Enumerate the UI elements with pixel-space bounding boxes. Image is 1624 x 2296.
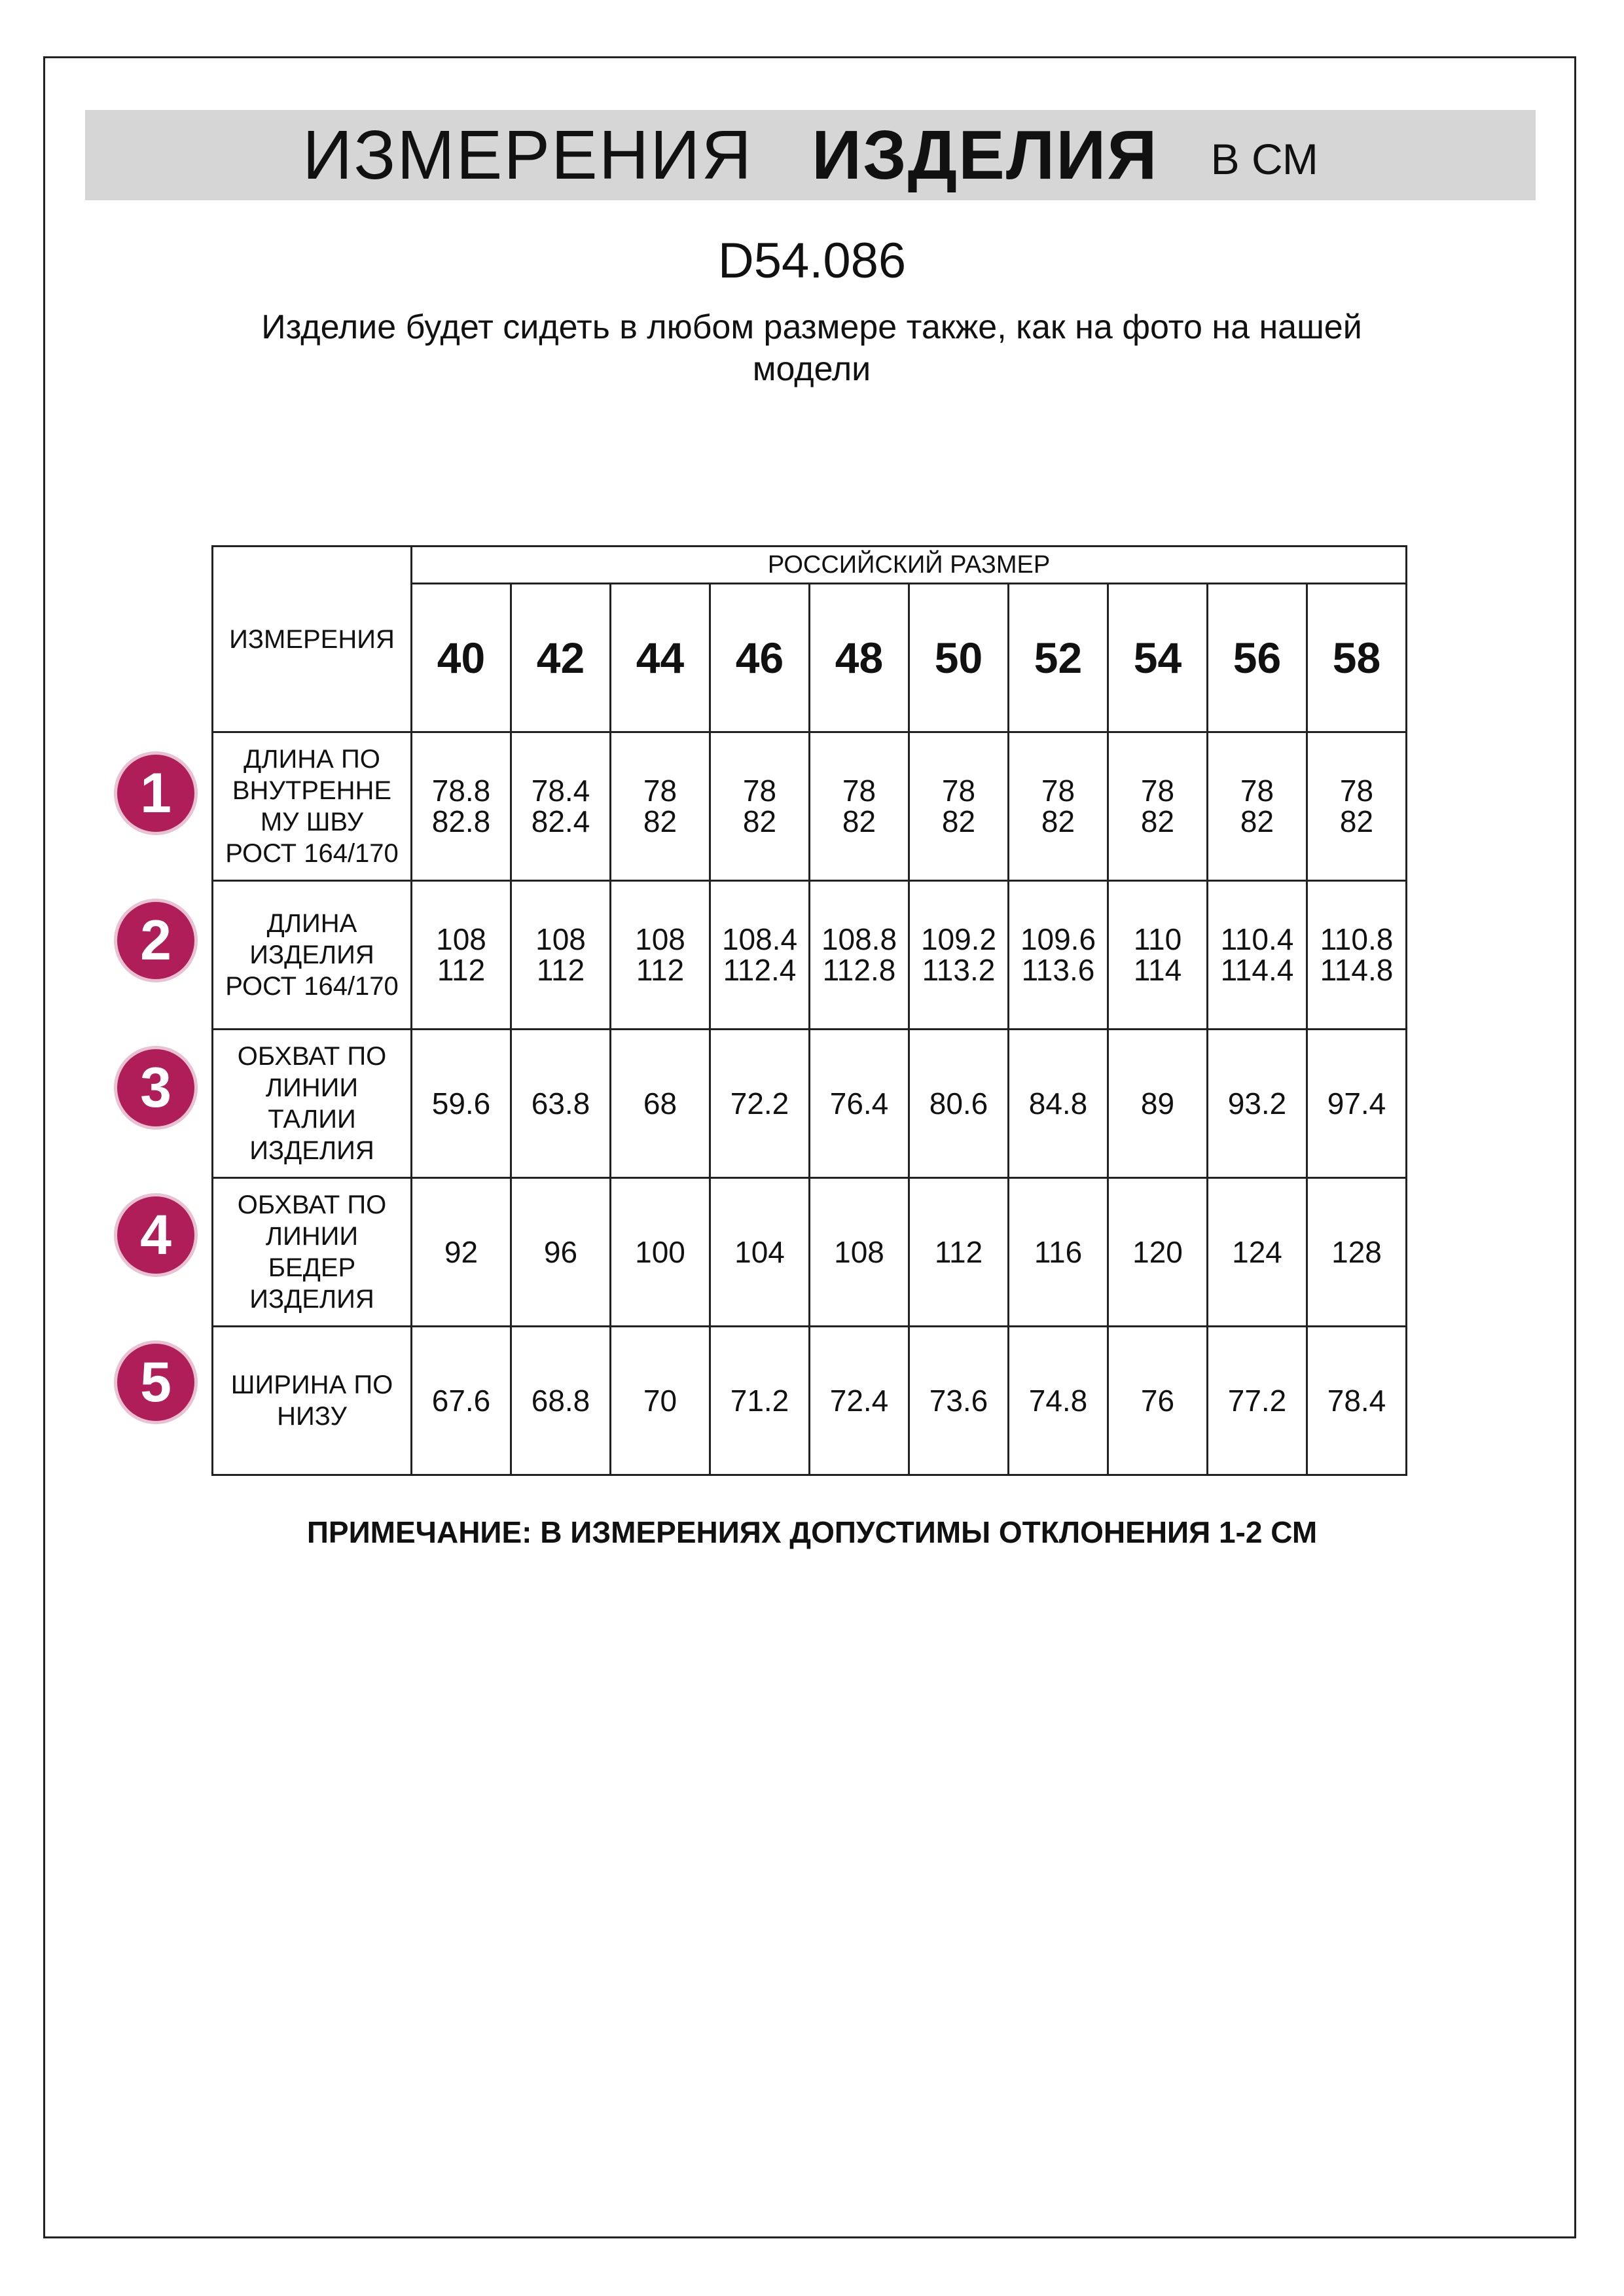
value-cell: 108.4 112.4 — [710, 881, 810, 1030]
corner-label: ИЗМЕРЕНИЯ — [213, 547, 412, 732]
value-cell: 110 114 — [1108, 881, 1208, 1030]
value-cell: 78 82 — [611, 732, 710, 881]
value-cell: 67.6 — [412, 1327, 511, 1475]
value-cell: 78 82 — [1208, 732, 1307, 881]
value-cell: 63.8 — [511, 1030, 611, 1178]
value-cell: 76 — [1108, 1327, 1208, 1475]
value-cell: 109.2 113.2 — [909, 881, 1009, 1030]
value-cell: 116 — [1009, 1178, 1108, 1327]
table-row — [213, 881, 1407, 1030]
size-header-cell: 46 — [710, 584, 810, 732]
value-cell: 104 — [710, 1178, 810, 1327]
size-header-cell: 54 — [1108, 584, 1208, 732]
value-cell: 78 82 — [1307, 732, 1407, 881]
value-cell: 72.2 — [710, 1030, 810, 1178]
table-row — [213, 732, 1407, 881]
value-cell: 92 — [412, 1178, 511, 1327]
value-cell: 109.6 113.6 — [1009, 881, 1108, 1030]
value-cell: 110.8 114.8 — [1307, 881, 1407, 1030]
size-header-cell: 58 — [1307, 584, 1407, 732]
header-row-group — [213, 547, 1407, 584]
size-table — [211, 545, 1407, 1476]
value-cell: 74.8 — [1009, 1327, 1108, 1475]
value-cell: 80.6 — [909, 1030, 1009, 1178]
value-cell: 100 — [611, 1178, 710, 1327]
row-number-badge: 3 — [117, 1049, 194, 1126]
value-cell: 120 — [1108, 1178, 1208, 1327]
value-cell: 108 112 — [511, 881, 611, 1030]
size-header-cell: 50 — [909, 584, 1009, 732]
value-cell: 76.4 — [810, 1030, 909, 1178]
value-cell: 124 — [1208, 1178, 1307, 1327]
value-cell: 78 82 — [810, 732, 909, 881]
value-cell: 108.8 112.8 — [810, 881, 909, 1030]
value-cell: 68.8 — [511, 1327, 611, 1475]
title-bar — [85, 110, 1536, 200]
value-cell: 73.6 — [909, 1327, 1009, 1475]
measurement-label: ШИРИНА ПО НИЗУ — [213, 1327, 412, 1475]
fit-subtitle: Изделие будет сидеть в любом размере также, как на фото на нашей модели — [261, 308, 1362, 388]
value-cell: 70 — [611, 1327, 710, 1475]
value-cell: 128 — [1307, 1178, 1407, 1327]
tolerance-note: ПРИМЕЧАНИЕ: В ИЗМЕРЕНИЯХ ДОПУСТИМЫ ОТКЛОНЕНИЯ 1-2 СМ — [306, 1515, 1318, 1549]
value-cell: 78 82 — [1108, 732, 1208, 881]
title-unit: В СМ — [1210, 135, 1318, 183]
table-row — [213, 1327, 1407, 1475]
value-cell: 108 — [810, 1178, 909, 1327]
table-row — [213, 1178, 1407, 1327]
value-cell: 108 112 — [611, 881, 710, 1030]
measurement-label: ДЛИНА ИЗДЕЛИЯ РОСТ 164/170 — [213, 881, 412, 1030]
value-cell: 97.4 — [1307, 1030, 1407, 1178]
size-header-cell: 48 — [810, 584, 909, 732]
value-cell: 78.8 82.8 — [412, 732, 511, 881]
value-cell: 71.2 — [710, 1327, 810, 1475]
value-cell: 78 82 — [1009, 732, 1108, 881]
size-header-cell: 40 — [412, 584, 511, 732]
value-cell: 78 82 — [710, 732, 810, 881]
value-cell: 77.2 — [1208, 1327, 1307, 1475]
row-number-badge: 1 — [117, 755, 194, 832]
value-cell: 68 — [611, 1030, 710, 1178]
row-number-badge: 5 — [117, 1344, 194, 1421]
row-number-badge: 2 — [117, 902, 194, 979]
value-cell: 78.4 — [1307, 1327, 1407, 1475]
value-cell: 59.6 — [412, 1030, 511, 1178]
row-number-badge: 4 — [117, 1196, 194, 1274]
value-cell: 108 112 — [412, 881, 511, 1030]
title-measurements: ИЗМЕРЕНИЯ — [302, 116, 753, 194]
value-cell: 78.4 82.4 — [511, 732, 611, 881]
title-product: ИЗДЕЛИЯ — [812, 116, 1159, 194]
value-cell: 89 — [1108, 1030, 1208, 1178]
value-cell: 93.2 — [1208, 1030, 1307, 1178]
table-row — [213, 1030, 1407, 1178]
product-code: D54.086 — [717, 233, 907, 289]
value-cell: 110.4 114.4 — [1208, 881, 1307, 1030]
value-cell: 84.8 — [1009, 1030, 1108, 1178]
size-header-cell: 52 — [1009, 584, 1108, 732]
value-cell: 78 82 — [909, 732, 1009, 881]
size-header-cell: 42 — [511, 584, 611, 732]
value-cell: 72.4 — [810, 1327, 909, 1475]
measurement-label: ОБХВАТ ПО ЛИНИИ БЕДЕР ИЗДЕЛИЯ — [213, 1178, 412, 1327]
measurement-label: ОБХВАТ ПО ЛИНИИ ТАЛИИ ИЗДЕЛИЯ — [213, 1030, 412, 1178]
size-header-cell: 56 — [1208, 584, 1307, 732]
value-cell: 112 — [909, 1178, 1009, 1327]
size-group-header: РОССИЙСКИЙ РАЗМЕР — [412, 547, 1407, 584]
size-header-cell: 44 — [611, 584, 710, 732]
measurement-label: ДЛИНА ПО ВНУТРЕННЕ МУ ШВУ РОСТ 164/170 — [213, 732, 412, 881]
value-cell: 96 — [511, 1178, 611, 1327]
